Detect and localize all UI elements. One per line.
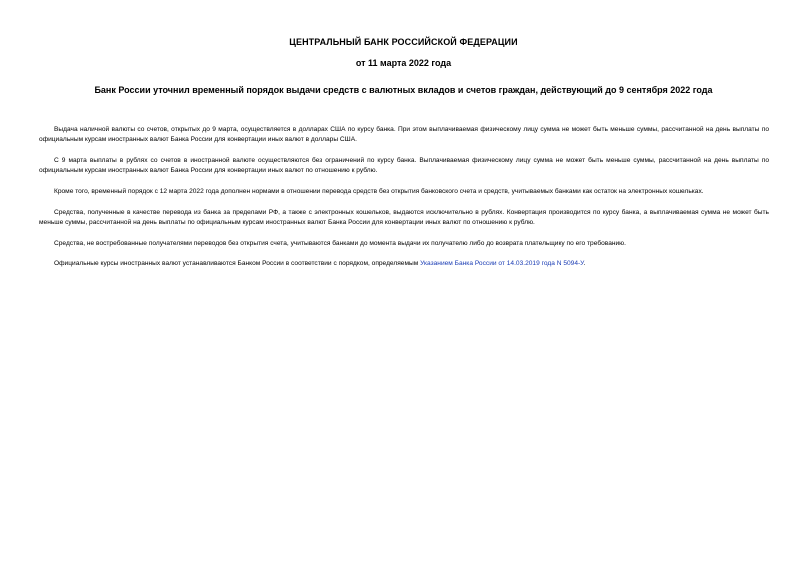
paragraph-5: Средства, не востребованные получателями переводов без открытия счета, учитываются банками до момента выдачи их получателю либо до возврата плательщику по его требованию.	[54, 239, 626, 247]
document-title: Банк России уточнил временный порядок выдачи средств с валютных вкладов и счетов граждан, действующий до 9 сентября 2022 года	[94, 85, 713, 95]
paragraph-6	[39, 259, 769, 269]
paragraph-6-end: .	[583, 260, 586, 268]
paragraph-3: Кроме того, временный порядок с 12 марта 2022 года дополнен нормами в отношении перевода средств без открытия банковского счета и средств, учитываемых банками как остаток на электронных кошельках.	[54, 188, 704, 195]
issuer-heading: ЦЕНТРАЛЬНЫЙ БАНК РОССИЙСКОЙ ФЕДЕРАЦИИ	[289, 37, 518, 47]
paragraph-4: Средства, полученные в качестве перевода из банка за пределами РФ, а также с электронных кошельков, выдаются исключительно в рублях. Конвертация производится по курсу банка, а выплачиваемая сумма не может быть меньше суммы, рассчитанной на день выплаты по официальным курсам иностранных валют Банка России для конвертации иных валют по отношению к рублю.	[39, 208, 769, 226]
paragraph-2: С 9 марта выплаты в рублях со счетов в иностранной валюте осуществляются без ограничений по курсу банка. Выплачиваемая физическому лицу сумма не может быть меньше суммы, рассчитанной на день выплаты по официальным курсам иностранных валют Банка России для конвертации иных валют по отношению к рублю.	[39, 157, 769, 175]
regulation-link[interactable]: Указанием Банка России от 14.03.2019 года N 5094-У	[420, 260, 584, 268]
paragraph-1: Выдача наличной валюты со счетов, открытых до 9 марта, осуществляется в долларах США по курсу банка. При этом выплачиваемая физическому лицу сумма не может быть меньше суммы, рассчитанной на день выплаты по официальным курсам иностранных валют Банка России для конвертации иных валют в доллары США.	[39, 126, 769, 144]
document-body	[39, 125, 769, 280]
paragraph-6-text: Официальные курсы иностранных валют устанавливаются Банком России в соответствии с порядком, определяемым	[54, 260, 421, 268]
document-date: от 11 марта 2022 года	[355, 58, 452, 68]
